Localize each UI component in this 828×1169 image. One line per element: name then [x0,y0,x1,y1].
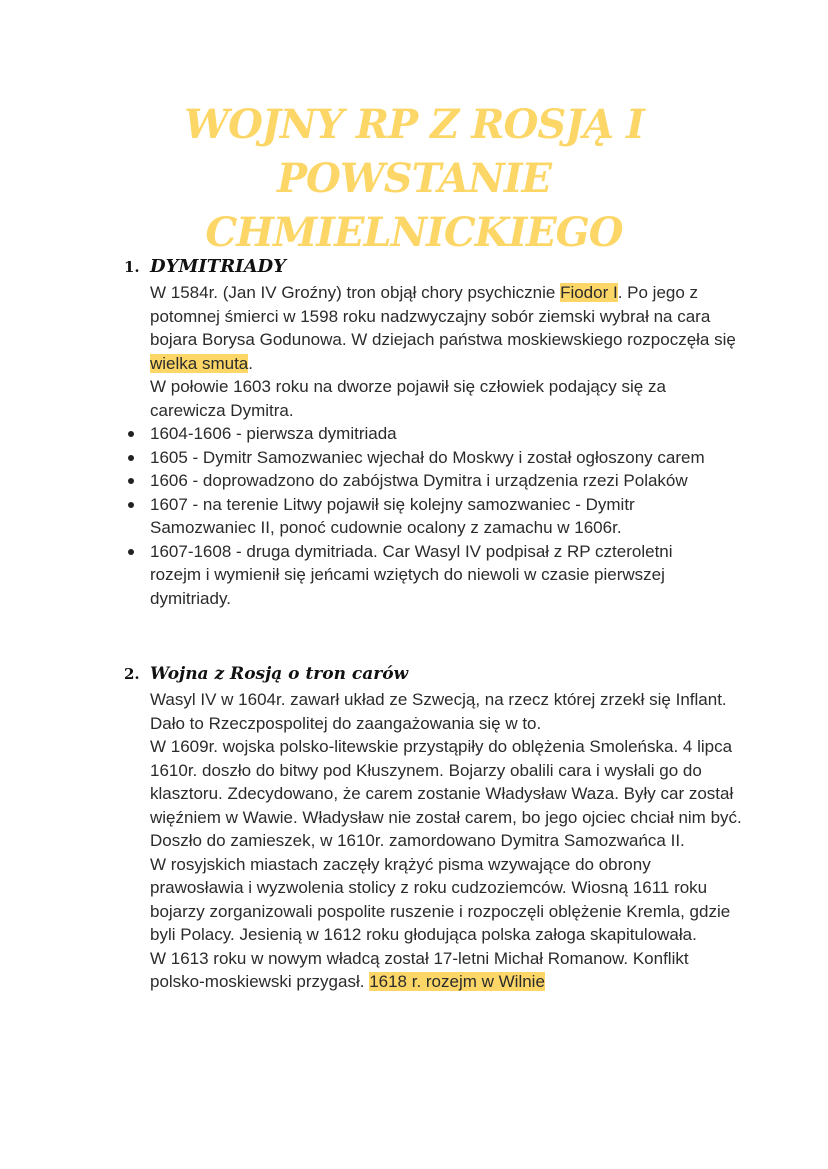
section-title: DYMITRIADY [150,256,287,277]
section-wojna-z-rosja [124,664,744,994]
section-title: Wojna z Rosją o tron carów [150,664,409,684]
highlight-fiodor: Fiodor I [560,283,618,302]
document-title [150,98,678,260]
highlight-rozejm: 1618 r. rozejm w Wilnie [369,972,545,991]
text-run: . Po jego z potomnej śmierci w 1598 roku nadzwyczajny sobór ziemski wybrał na cara bojara Borysa Godunowa. W dziejach państwa moskiewskiego rozpoczęła się [150,283,736,349]
paragraph [150,947,744,994]
text-run: W 1613 roku w nowym władcą został 17-letni Michał Romanow. Konflikt polsko-moskiewski przygasł. [150,948,689,991]
section-heading [124,664,744,684]
paragraph [150,281,744,375]
section-dymitriady [124,256,744,610]
section-heading [124,256,744,277]
list-item: 1606 - doprowadzono do zabójstwa Dymitra i urządzenia rzezi Polaków [124,469,718,493]
paragraph: W rosyjskich miastach zaczęły krążyć pisma wzywające do obrony prawosławia i wyzwolenia stolicy z roku cudzoziemców. Wiosną 1611 roku bojarzy zorganizowali pospolite ruszenie i rozpoczęli oblężenie Kremla, gdzie byli Polacy. Jesienią w 1612 roku głodująca polska załoga skapitulowała. [150,854,731,944]
section-body [150,688,744,994]
title-line-3: CHMIELNICKIEGO [205,209,623,256]
section-number: 2. [124,665,140,683]
list-item: 1604-1606 - pierwsza dymitriada [124,422,718,446]
paragraph: W 1609r. wojska polsko-litewskie przystąpiły do oblężenia Smoleńska. 4 lipca 1610r. doszło do bitwy pod Kłuszynem. Bojarzy obalili cara i wysłali go do klasztoru. Zdecydowano, że carem zostanie Władysław Waza. Były car został więźniem w Wawie. Władysław nie został carem, bo jego ojciec chciał nim być. Doszło do zamieszek, w 1610r. zamordowano Dymitra Samozwańca II. [150,737,742,850]
list-item: 1605 - Dymitr Samozwaniec wjechał do Moskwy i został ogłoszony carem [124,446,718,470]
title-line-1: WOJNY RP Z ROSJĄ I [184,101,644,148]
paragraph: W połowie 1603 roku na dworze pojawił się człowiek podający się za carewicza Dymitra. [150,377,666,420]
paragraph: Wasyl IV w 1604r. zawarł układ ze Szwecją, na rzecz której zrzekł się Inflant. Dało to Rzeczpospolitej do zaangażowania się w to. [150,690,727,733]
highlight-wielka-smuta: wielka smuta [150,353,249,373]
text-run: W 1584r. (Jan IV Groźny) tron objął chory psychicznie [150,283,561,302]
section-body [150,281,744,610]
section-number: 1. [124,258,140,276]
list-item: 1607 - na terenie Litwy pojawił się kolejny samozwaniec - Dymitr Samozwaniec II, ponoć cudownie ocalony z zamachu w 1606r. [124,493,718,540]
bullet-list [124,422,718,610]
title-line-2: POWSTANIE [276,155,552,202]
list-item: 1607-1608 - druga dymitriada. Car Wasyl IV podpisał z RP czteroletni rozejm i wymienił się jeńcami wziętych do niewoli w czasie pierwszej dymitriady. [124,540,718,611]
text-run: . [248,353,253,373]
